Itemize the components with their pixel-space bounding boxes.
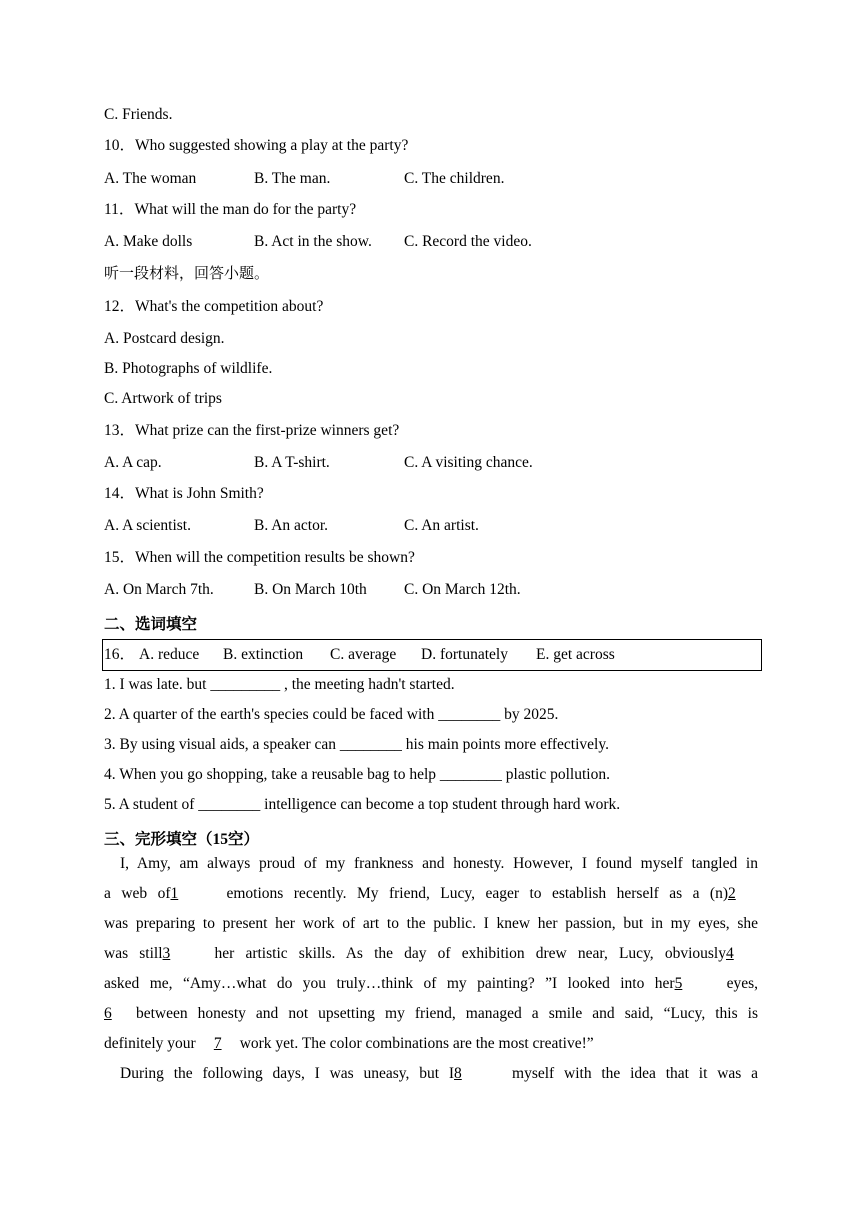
fill-sentence-2: 2. A quarter of the earth's species could be faced with ________ by 2025. [104,706,559,723]
question-13 [104,421,399,441]
q11-option-b: B. Act in the show. [254,233,372,250]
q15-option-c: C. On March 12th. [404,581,521,598]
question-15 [104,548,415,568]
question-number: 12． [104,298,136,315]
q10-option-c: C. The children. [404,170,505,187]
q15-option-a: A. On March 7th. [104,581,214,598]
question-text: When will the competition results be shown? [135,549,415,566]
fill-sentence-5: 5. A student of ________ intelligence can become a top student through hard work. [104,796,621,813]
word-option-a: A. reduce [139,646,200,663]
section-2-heading: 二、选词填空 [104,615,198,633]
q13-option-c: C. A visiting chance. [404,454,533,471]
blank-7: 7 [213,1035,222,1052]
cloze-line-1: I, Amy, am always proud of my frankness and honesty. However, I found myself tangled in [120,855,758,872]
cloze-line-6: 6 between honesty and not upsetting my friend, managed a smile and said, “Lucy, this is [104,999,758,1029]
cloze-line-7: definitely your 7 work yet. The color combinations are the most creative!” [104,1035,594,1052]
section-3-heading-end: 空） [228,830,260,848]
q11-option-a: A. Make dolls [104,233,193,250]
blank-2: 2 [727,885,736,902]
question-number: 10． [104,137,136,154]
q12-option-a: A. Postcard design. [104,330,225,347]
section-3-heading-text: 三、完形填空（ [104,830,213,848]
section-3-heading [104,828,259,851]
q10-option-a: A. The woman [104,170,197,187]
q11-option-c: C. Record the video. [404,233,532,250]
cloze-line-3: was preparing to present her work of art to the public. I knew her passion, but in my eyes, she [104,915,758,932]
q12-option-c: C. Artwork of trips [104,390,222,407]
word-bank-box [102,639,762,671]
fill-sentence-1: 1. I was late. but _________ , the meeting hadn't started. [104,676,455,693]
fill-sentence-4: 4. When you go shopping, take a reusable bag to help ________ plastic pollution. [104,766,610,783]
question-number: 14． [104,485,136,502]
fill-sentence-3: 3. By using visual aids, a speaker can ________ his main points more effectively. [104,736,609,753]
cloze-line-4: was still3 her artistic skills. As the day of exhibition drew near, Lucy, obviously4 [104,939,758,969]
q10-option-b: B. The man. [254,170,331,187]
q9-option-c: C. Friends. [104,106,173,123]
question-text: What will the man do for the party? [134,201,357,218]
cloze-line-2: a web of1 emotions recently. My friend, Lucy, eager to establish herself as a (n)2 [104,879,758,909]
cloze-line-5: asked me, “Amy…what do you truly…think of my painting? ”I looked into her5 eyes, [104,969,758,999]
q14-option-a: A. A scientist. [104,517,191,534]
word-option-d: D. fortunately [421,646,508,663]
question-14 [104,484,264,504]
question-12 [104,297,323,317]
word-bank-number: 16． [104,646,136,663]
blank-4: 4 [725,945,734,962]
blank-8: 8 [454,1065,462,1082]
word-option-e: E. get across [536,646,615,663]
question-11 [104,200,356,220]
blank-6: 6 [104,1005,112,1022]
q13-option-a: A. A cap. [104,454,162,471]
blank-1: 1 [170,885,179,902]
section-3-heading-count: 15 [212,831,229,848]
question-text: Who suggested showing a play at the party? [135,137,409,154]
question-text: What's the competition about? [135,298,324,315]
question-text: What is John Smith? [135,485,264,502]
question-number: 15． [104,549,136,566]
question-number: 13． [104,422,136,439]
word-option-b: B. extinction [223,646,304,663]
q13-option-b: B. A T-shirt. [254,454,330,471]
q15-option-b: B. On March 10th [254,581,367,598]
q14-option-c: C. An artist. [404,517,479,534]
q14-option-b: B. An actor. [254,517,329,534]
question-10 [104,136,408,156]
word-option-c: C. average [330,646,397,663]
question-number: 11． [104,201,135,218]
listening-instruction: 听一段材料，回答小题。 [104,264,270,282]
q12-option-b: B. Photographs of wildlife. [104,360,273,377]
blank-3: 3 [162,945,171,962]
cloze-line-8: During the following days, I was uneasy, but I8 myself with the idea that it was a [120,1059,758,1089]
question-text: What prize can the first-prize winners get? [135,422,400,439]
blank-5: 5 [674,975,683,992]
